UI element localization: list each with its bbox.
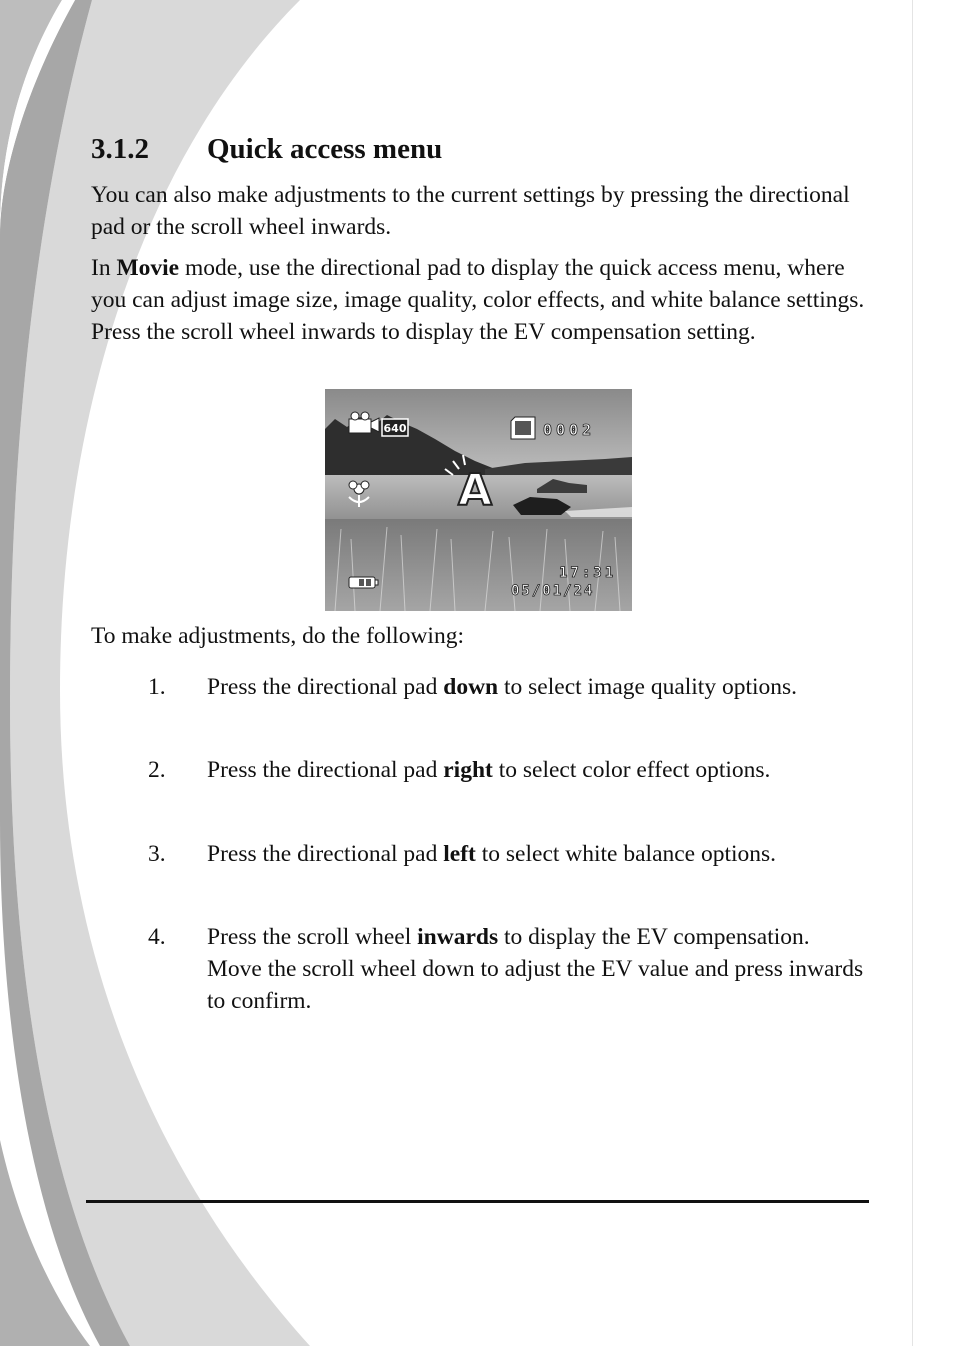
step-3: [91, 838, 871, 902]
resolution-badge: 640: [383, 422, 407, 435]
movie-mode-term: Movie: [116, 255, 180, 281]
section-title: Quick access menu: [207, 133, 443, 165]
step-text: Press the directional pad left to select white balance options.: [207, 841, 777, 867]
step-number: 2.: [148, 757, 166, 783]
clock-date: 05/01/24: [511, 583, 595, 599]
step-number: 1.: [148, 674, 166, 700]
section-number: 3.1.2: [91, 133, 149, 165]
direction-left: left: [443, 841, 476, 867]
step-text: Press the directional pad right to select color effect options.: [207, 757, 771, 783]
shot-counter: 0002: [543, 421, 596, 439]
step-text: Press the directional pad down to select image quality options.: [207, 674, 798, 700]
step-2: [91, 754, 871, 818]
movie-para-prefix: In: [91, 255, 117, 281]
footer-rule: [86, 1200, 869, 1203]
step-4: [91, 921, 871, 1017]
direction-inwards: inwards: [417, 924, 499, 950]
direction-down: down: [443, 674, 499, 700]
section-heading: [91, 131, 442, 167]
movie-para-suffix: mode, use the directional pad to display the quick access menu, where you can adjust image size, image quality, color effects, and white balance settings. Press the scroll wheel inwards to display the EV compensation setting.: [91, 255, 865, 345]
intro-paragraph: You can also make adjustments to the current settings by pressing the directional pad or the scroll wheel inwards.: [91, 182, 850, 240]
step-1: [91, 671, 871, 735]
battery-icon: [349, 577, 378, 588]
direction-right: right: [443, 757, 493, 783]
camera-screen-image: [325, 389, 632, 611]
clock-time: 17:31: [559, 565, 617, 581]
memory-card-icon: [511, 417, 535, 439]
steps-intro: To make adjustments, do the following:: [91, 623, 464, 649]
step-number: 4.: [148, 924, 166, 950]
step-number: 3.: [148, 841, 166, 867]
step-text: Press the scroll wheel inwards to display the EV compensation. Move the scroll wheel down to adjust the EV value and press inwards to confirm.: [207, 924, 864, 1014]
flash-mode-auto: A: [457, 465, 493, 516]
movie-mode-paragraph: [91, 252, 881, 348]
